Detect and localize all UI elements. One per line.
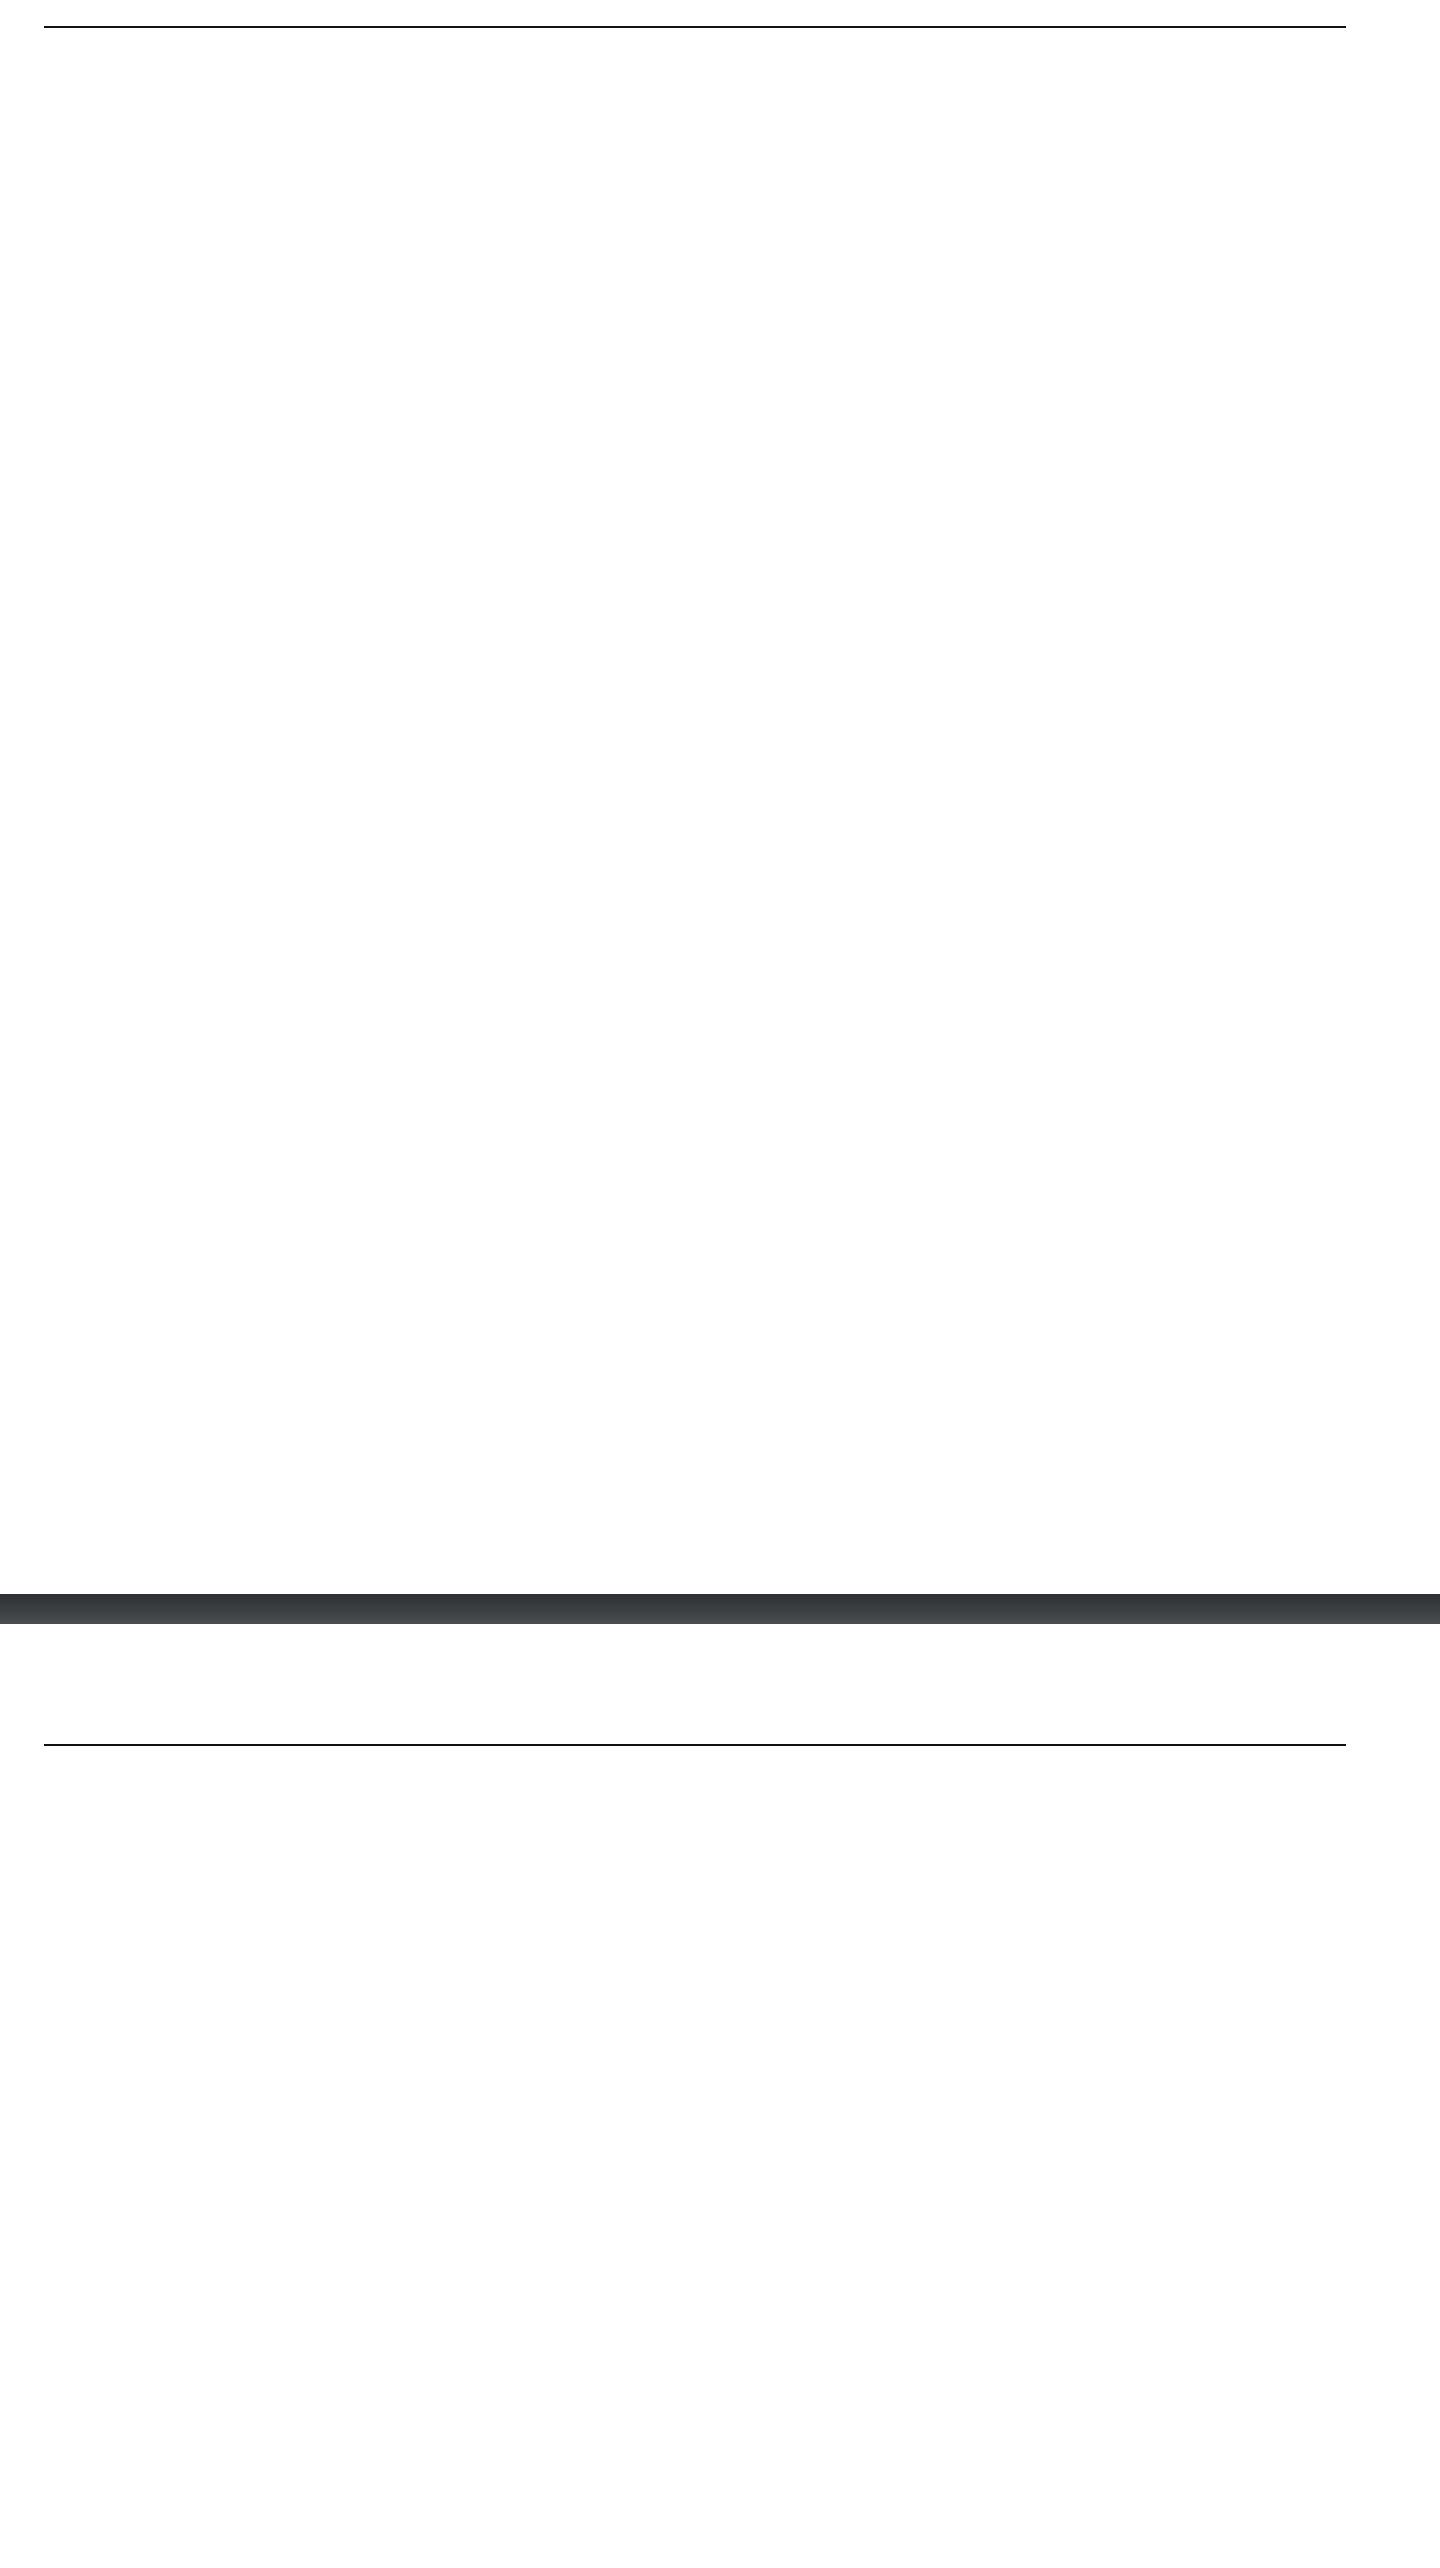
header-rule (44, 26, 1346, 28)
page-divider-bar (0, 1594, 1440, 1624)
header-rule (44, 1744, 1346, 1746)
